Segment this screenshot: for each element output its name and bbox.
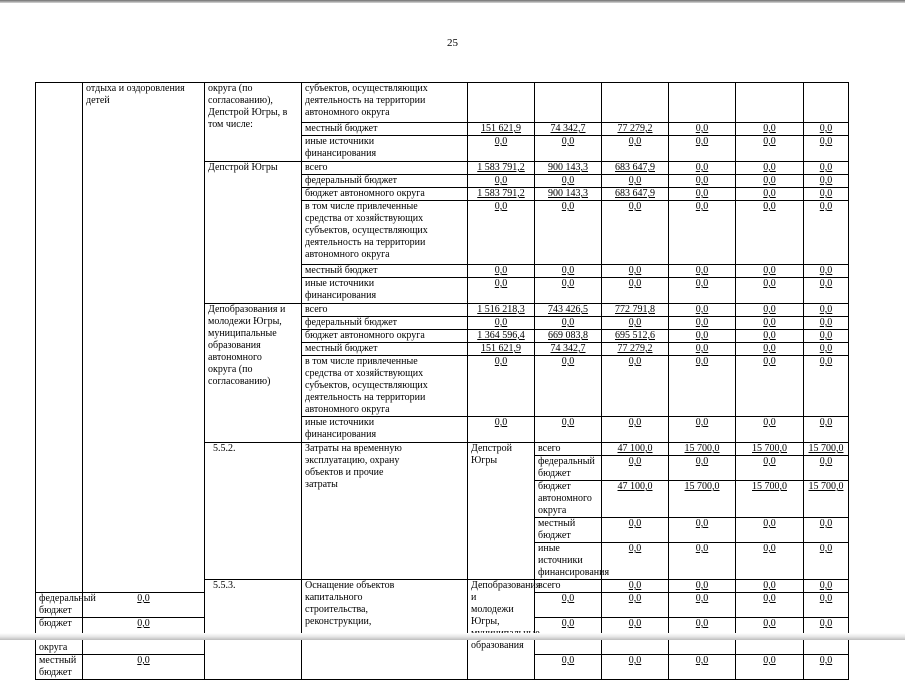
amount-value: 0,0 bbox=[628, 356, 642, 367]
amount-value: 0,0 bbox=[819, 123, 833, 134]
amount-cell bbox=[468, 417, 535, 443]
amount-cell bbox=[602, 543, 669, 580]
amount-value: 0,0 bbox=[819, 618, 833, 629]
amount-cell bbox=[535, 593, 602, 618]
amount-cell bbox=[468, 317, 535, 330]
item-name-cell: отдыха и оздоровления детей bbox=[83, 83, 205, 593]
funding-source-cell: федеральный бюджет bbox=[535, 456, 602, 481]
amount-cell bbox=[468, 162, 535, 175]
amount-value: 0,0 bbox=[763, 201, 776, 212]
amount-cell bbox=[602, 136, 669, 162]
amount-value: 0,0 bbox=[628, 417, 642, 428]
amount-cell bbox=[804, 188, 849, 201]
item-code-cell: 5.5.2. bbox=[205, 443, 302, 580]
amount-cell bbox=[468, 330, 535, 343]
amount-cell bbox=[669, 83, 736, 123]
funding-source-cell: иные источники финансирования bbox=[302, 278, 468, 304]
amount-cell bbox=[535, 83, 602, 123]
amount-cell bbox=[669, 443, 736, 456]
amount-cell bbox=[468, 343, 535, 356]
amount-cell bbox=[669, 317, 736, 330]
amount-cell bbox=[468, 201, 535, 265]
amount-value: 0,0 bbox=[819, 278, 833, 289]
amount-value: 0,0 bbox=[819, 317, 833, 328]
amount-value: 151 621,9 bbox=[481, 123, 521, 134]
funding-source-cell: всего bbox=[535, 443, 602, 456]
amount-cell bbox=[804, 265, 849, 278]
funding-source-cell: субъектов, осуществляющих деятельность на территории автономного округа bbox=[302, 83, 468, 123]
budget-table bbox=[35, 82, 849, 680]
amount-cell bbox=[602, 317, 669, 330]
amount-cell bbox=[736, 188, 804, 201]
amount-cell bbox=[535, 188, 602, 201]
amount-value: 0,0 bbox=[494, 417, 508, 428]
amount-value: 0,0 bbox=[695, 343, 709, 354]
amount-value: 0,0 bbox=[763, 417, 776, 428]
amount-cell bbox=[669, 136, 736, 162]
amount-value: 0,0 bbox=[695, 136, 709, 147]
amount-value: 74 342,7 bbox=[550, 123, 586, 134]
amount-cell bbox=[535, 343, 602, 356]
amount-cell bbox=[736, 481, 804, 518]
funding-source-cell: иные источники финансирования bbox=[302, 417, 468, 443]
amount-value: 0,0 bbox=[763, 618, 776, 629]
amount-value: 0,0 bbox=[763, 330, 776, 341]
amount-value: 0,0 bbox=[137, 618, 150, 629]
amount-cell bbox=[669, 162, 736, 175]
amount-value: 0,0 bbox=[494, 175, 508, 186]
amount-cell bbox=[804, 481, 849, 518]
amount-value: 0,0 bbox=[695, 317, 709, 328]
funding-source-cell: иные источники финансирования bbox=[302, 136, 468, 162]
amount-cell bbox=[602, 580, 669, 593]
amount-cell bbox=[602, 518, 669, 543]
amount-cell bbox=[602, 278, 669, 304]
amount-value: 743 426,5 bbox=[548, 304, 588, 315]
amount-cell bbox=[804, 443, 849, 456]
amount-cell bbox=[669, 417, 736, 443]
amount-value: 0,0 bbox=[819, 417, 833, 428]
amount-value: 0,0 bbox=[763, 655, 776, 666]
amount-cell bbox=[669, 123, 736, 136]
amount-value: 0,0 bbox=[561, 417, 575, 428]
amount-value: 0,0 bbox=[819, 518, 833, 529]
amount-cell bbox=[468, 123, 535, 136]
amount-cell bbox=[804, 593, 849, 618]
funding-source-cell: всего bbox=[535, 580, 602, 593]
amount-value: 0,0 bbox=[695, 518, 709, 529]
amount-value: 0,0 bbox=[628, 518, 642, 529]
amount-value: 0,0 bbox=[819, 456, 833, 467]
amount-cell bbox=[535, 330, 602, 343]
amount-cell bbox=[669, 265, 736, 278]
amount-cell bbox=[804, 123, 849, 136]
funding-source-cell: федеральный бюджет bbox=[302, 175, 468, 188]
amount-cell bbox=[736, 343, 804, 356]
amount-value: 77 279,2 bbox=[617, 343, 653, 354]
funding-source-cell: местный бюджет bbox=[535, 518, 602, 543]
amount-value: 0,0 bbox=[695, 265, 709, 276]
amount-cell bbox=[602, 417, 669, 443]
amount-value: 0,0 bbox=[628, 593, 642, 604]
amount-value: 0,0 bbox=[494, 317, 508, 328]
amount-value: 77 279,2 bbox=[617, 123, 653, 134]
funding-source-cell: в том числе привлеченные средства от хозяйствующих субъектов, осуществляющих деятельность на территории автономного округа bbox=[302, 201, 468, 265]
amount-cell bbox=[804, 330, 849, 343]
amount-value: 15 700,0 bbox=[752, 481, 787, 492]
funding-source-cell: бюджет округа bbox=[36, 618, 83, 655]
amount-cell bbox=[669, 655, 736, 680]
amount-value: 0,0 bbox=[561, 593, 575, 604]
budget-table-body bbox=[36, 83, 849, 680]
amount-value: 0,0 bbox=[561, 317, 575, 328]
amount-value: 0,0 bbox=[763, 278, 776, 289]
amount-cell bbox=[602, 304, 669, 317]
amount-cell bbox=[602, 123, 669, 136]
amount-cell bbox=[804, 543, 849, 580]
amount-value: 0,0 bbox=[494, 278, 508, 289]
amount-value: 0,0 bbox=[819, 655, 833, 666]
funding-source-cell: местный бюджет bbox=[302, 123, 468, 136]
amount-cell bbox=[804, 417, 849, 443]
amount-value: 0,0 bbox=[695, 655, 709, 666]
amount-cell bbox=[669, 278, 736, 304]
amount-value: 0,0 bbox=[819, 356, 833, 367]
amount-cell bbox=[736, 265, 804, 278]
funding-source-cell: бюджет автономного округа bbox=[302, 188, 468, 201]
item-name-cell: Оснащение объектов капитального строительства, реконструкции, bbox=[302, 580, 468, 680]
amount-cell bbox=[535, 201, 602, 265]
amount-cell bbox=[804, 655, 849, 680]
amount-value: 0,0 bbox=[695, 356, 709, 367]
amount-value: 1 364 596,4 bbox=[477, 330, 525, 341]
funding-source-cell: местный бюджет bbox=[36, 655, 83, 680]
amount-cell bbox=[468, 188, 535, 201]
amount-value: 0,0 bbox=[628, 136, 642, 147]
amount-value: 0,0 bbox=[695, 417, 709, 428]
amount-cell bbox=[535, 304, 602, 317]
amount-cell bbox=[602, 175, 669, 188]
amount-cell bbox=[736, 417, 804, 443]
amount-value: 0,0 bbox=[628, 580, 642, 591]
amount-cell bbox=[83, 655, 205, 680]
amount-cell bbox=[535, 655, 602, 680]
amount-value: 0,0 bbox=[819, 304, 833, 315]
amount-value: 0,0 bbox=[561, 265, 575, 276]
amount-cell bbox=[804, 83, 849, 123]
amount-value: 0,0 bbox=[628, 543, 642, 554]
amount-value: 0,0 bbox=[561, 136, 575, 147]
amount-value: 0,0 bbox=[819, 580, 833, 591]
amount-cell bbox=[602, 481, 669, 518]
amount-value: 0,0 bbox=[819, 188, 833, 199]
amount-value: 0,0 bbox=[763, 343, 776, 354]
amount-cell bbox=[602, 188, 669, 201]
amount-cell bbox=[468, 356, 535, 417]
amount-cell bbox=[669, 456, 736, 481]
amount-cell bbox=[804, 162, 849, 175]
amount-cell bbox=[736, 655, 804, 680]
amount-value: 0,0 bbox=[763, 543, 776, 554]
funding-source-cell: иные источники финансирования bbox=[535, 543, 602, 580]
amount-value: 0,0 bbox=[819, 543, 833, 554]
amount-cell bbox=[602, 655, 669, 680]
amount-cell bbox=[468, 83, 535, 123]
amount-value: 15 700,0 bbox=[808, 481, 844, 492]
amount-value: 0,0 bbox=[695, 175, 709, 186]
amount-cell bbox=[468, 278, 535, 304]
amount-value: 0,0 bbox=[561, 356, 575, 367]
amount-cell bbox=[535, 123, 602, 136]
responsible-cell: Депобразования и молодежи Югры, муниципальные образования автономного округа (по согласованию) bbox=[205, 304, 302, 443]
amount-value: 0,0 bbox=[695, 201, 709, 212]
amount-cell bbox=[669, 175, 736, 188]
amount-value: 0,0 bbox=[561, 655, 575, 666]
amount-value: 0,0 bbox=[763, 304, 776, 315]
amount-value: 0,0 bbox=[695, 593, 709, 604]
amount-cell bbox=[535, 162, 602, 175]
amount-cell bbox=[669, 543, 736, 580]
amount-cell bbox=[736, 443, 804, 456]
amount-cell bbox=[602, 83, 669, 123]
funding-source-cell: местный бюджет bbox=[302, 343, 468, 356]
amount-cell bbox=[535, 356, 602, 417]
amount-value: 0,0 bbox=[695, 580, 709, 591]
amount-cell bbox=[804, 580, 849, 593]
amount-value: 0,0 bbox=[628, 456, 642, 467]
amount-cell bbox=[602, 162, 669, 175]
amount-value: 0,0 bbox=[695, 304, 709, 315]
amount-value: 151 621,9 bbox=[481, 343, 521, 354]
amount-value: 0,0 bbox=[695, 123, 709, 134]
amount-value: 0,0 bbox=[628, 175, 642, 186]
table-row bbox=[36, 83, 849, 123]
amount-cell bbox=[602, 443, 669, 456]
amount-value: 0,0 bbox=[628, 317, 642, 328]
amount-cell bbox=[669, 304, 736, 317]
amount-cell bbox=[669, 481, 736, 518]
amount-value: 15 700,0 bbox=[684, 481, 720, 492]
amount-cell bbox=[736, 278, 804, 304]
amount-cell bbox=[804, 136, 849, 162]
amount-cell bbox=[736, 543, 804, 580]
amount-cell bbox=[804, 175, 849, 188]
amount-cell bbox=[602, 201, 669, 265]
amount-cell bbox=[535, 265, 602, 278]
amount-value: 0,0 bbox=[763, 518, 776, 529]
amount-cell bbox=[736, 201, 804, 265]
amount-value: 0,0 bbox=[561, 175, 575, 186]
amount-value: 683 647,9 bbox=[615, 162, 655, 173]
amount-value: 0,0 bbox=[628, 278, 642, 289]
amount-value: 47 100,0 bbox=[617, 481, 653, 492]
funding-source-cell: бюджет автономного округа bbox=[302, 330, 468, 343]
amount-cell bbox=[736, 580, 804, 593]
amount-value: 0,0 bbox=[763, 593, 776, 604]
amount-value: 0,0 bbox=[763, 162, 776, 173]
amount-value: 669 083,8 bbox=[548, 330, 588, 341]
amount-cell bbox=[468, 265, 535, 278]
amount-value: 900 143,3 bbox=[548, 188, 588, 199]
item-code-cell bbox=[36, 83, 83, 593]
amount-value: 0,0 bbox=[763, 265, 776, 276]
amount-value: 0,0 bbox=[819, 162, 833, 173]
amount-cell bbox=[669, 580, 736, 593]
amount-value: 0,0 bbox=[819, 330, 833, 341]
amount-value: 772 791,8 bbox=[615, 304, 655, 315]
amount-cell bbox=[736, 304, 804, 317]
amount-value: 0,0 bbox=[819, 175, 833, 186]
amount-value: 0,0 bbox=[695, 543, 709, 554]
funding-source-cell: федеральный бюджет bbox=[36, 593, 83, 618]
amount-value: 0,0 bbox=[561, 618, 575, 629]
amount-cell bbox=[736, 518, 804, 543]
amount-cell bbox=[804, 343, 849, 356]
amount-value: 0,0 bbox=[695, 330, 709, 341]
amount-cell bbox=[804, 278, 849, 304]
amount-value: 0,0 bbox=[763, 580, 776, 591]
amount-cell bbox=[736, 593, 804, 618]
item-code-cell: 5.5.3. bbox=[205, 580, 302, 680]
amount-value: 0,0 bbox=[763, 317, 776, 328]
amount-value: 0,0 bbox=[695, 618, 709, 629]
amount-value: 0,0 bbox=[819, 343, 833, 354]
page-number: 25 bbox=[447, 37, 458, 49]
funding-source-cell: федеральный бюджет bbox=[302, 317, 468, 330]
amount-value: 0,0 bbox=[561, 201, 575, 212]
amount-cell bbox=[736, 162, 804, 175]
amount-value: 15 700,0 bbox=[808, 443, 844, 454]
responsible-cell: Депобразования и молодежи Югры, образования bbox=[468, 580, 535, 680]
amount-value: 15 700,0 bbox=[684, 443, 720, 454]
amount-cell bbox=[535, 417, 602, 443]
funding-source-cell: всего bbox=[302, 304, 468, 317]
responsible-cell: округа (по согласованию), Депстрой Югры, в том числе: bbox=[205, 83, 302, 162]
amount-cell bbox=[736, 175, 804, 188]
amount-value: 0,0 bbox=[695, 162, 709, 173]
amount-cell bbox=[468, 304, 535, 317]
amount-cell bbox=[468, 175, 535, 188]
amount-cell bbox=[535, 175, 602, 188]
amount-cell bbox=[669, 518, 736, 543]
amount-cell bbox=[669, 188, 736, 201]
amount-value: 1 583 791,2 bbox=[477, 188, 525, 199]
amount-value: 0,0 bbox=[628, 265, 642, 276]
amount-value: 0,0 bbox=[494, 201, 508, 212]
amount-cell bbox=[736, 83, 804, 123]
amount-cell bbox=[535, 278, 602, 304]
amount-cell bbox=[83, 593, 205, 618]
amount-value: 1 583 791,2 bbox=[477, 162, 525, 173]
scan-edge-top bbox=[0, 0, 905, 3]
amount-value: 74 342,7 bbox=[550, 343, 586, 354]
amount-cell bbox=[804, 518, 849, 543]
amount-cell bbox=[736, 317, 804, 330]
amount-cell bbox=[669, 201, 736, 265]
amount-cell bbox=[669, 593, 736, 618]
amount-value: 0,0 bbox=[763, 175, 776, 186]
scan-edge-bottom bbox=[0, 633, 905, 640]
amount-cell bbox=[602, 343, 669, 356]
item-name-cell: Затраты на временную эксплуатацию, охрану объектов и прочие затраты bbox=[302, 443, 468, 580]
amount-value: 0,0 bbox=[628, 655, 642, 666]
amount-cell bbox=[804, 201, 849, 265]
amount-value: 0,0 bbox=[628, 618, 642, 629]
amount-value: 0,0 bbox=[695, 188, 709, 199]
funding-source-cell: в том числе привлеченные средства от хозяйствующих субъектов, осуществляющих деятельность на территории автономного округа bbox=[302, 356, 468, 417]
amount-value: 0,0 bbox=[763, 356, 776, 367]
amount-cell bbox=[602, 265, 669, 278]
amount-value: 1 516 218,3 bbox=[477, 304, 525, 315]
amount-cell bbox=[804, 317, 849, 330]
amount-cell bbox=[736, 456, 804, 481]
amount-cell bbox=[669, 356, 736, 417]
amount-cell bbox=[804, 356, 849, 417]
amount-value: 0,0 bbox=[494, 356, 508, 367]
amount-value: 15 700,0 bbox=[752, 443, 787, 454]
amount-value: 0,0 bbox=[763, 188, 776, 199]
amount-value: 0,0 bbox=[494, 136, 508, 147]
responsible-cell: Депстрой Югры bbox=[205, 162, 302, 304]
amount-value: 0,0 bbox=[137, 655, 150, 666]
amount-value: 0,0 bbox=[819, 265, 833, 276]
amount-cell bbox=[736, 136, 804, 162]
amount-value: 0,0 bbox=[561, 278, 575, 289]
amount-cell bbox=[602, 356, 669, 417]
amount-value: 0,0 bbox=[137, 593, 150, 604]
amount-cell bbox=[535, 317, 602, 330]
amount-value: 0,0 bbox=[695, 278, 709, 289]
amount-value: 695 512,6 bbox=[615, 330, 655, 341]
amount-cell bbox=[669, 330, 736, 343]
amount-cell bbox=[736, 356, 804, 417]
amount-cell bbox=[602, 330, 669, 343]
amount-value: 47 100,0 bbox=[617, 443, 653, 454]
amount-cell bbox=[468, 136, 535, 162]
amount-value: 0,0 bbox=[819, 593, 833, 604]
amount-value: 0,0 bbox=[763, 123, 776, 134]
responsible-cell: Депстрой Югры bbox=[468, 443, 535, 580]
amount-value: 0,0 bbox=[628, 201, 642, 212]
amount-value: 0,0 bbox=[494, 265, 508, 276]
amount-cell bbox=[535, 136, 602, 162]
amount-cell bbox=[602, 456, 669, 481]
funding-source-cell: всего bbox=[302, 162, 468, 175]
amount-cell bbox=[736, 330, 804, 343]
amount-value: 0,0 bbox=[763, 456, 776, 467]
amount-value: 683 647,9 bbox=[615, 188, 655, 199]
amount-value: 900 143,3 bbox=[548, 162, 588, 173]
amount-cell bbox=[602, 593, 669, 618]
amount-cell bbox=[669, 343, 736, 356]
funding-source-cell: бюджет автономного округа bbox=[535, 481, 602, 518]
amount-cell bbox=[804, 456, 849, 481]
amount-cell bbox=[736, 123, 804, 136]
funding-source-cell: местный бюджет bbox=[302, 265, 468, 278]
amount-cell bbox=[804, 304, 849, 317]
amount-value: 0,0 bbox=[819, 201, 833, 212]
amount-value: 0,0 bbox=[763, 136, 776, 147]
amount-value: 0,0 bbox=[695, 456, 709, 467]
amount-value: 0,0 bbox=[819, 136, 833, 147]
